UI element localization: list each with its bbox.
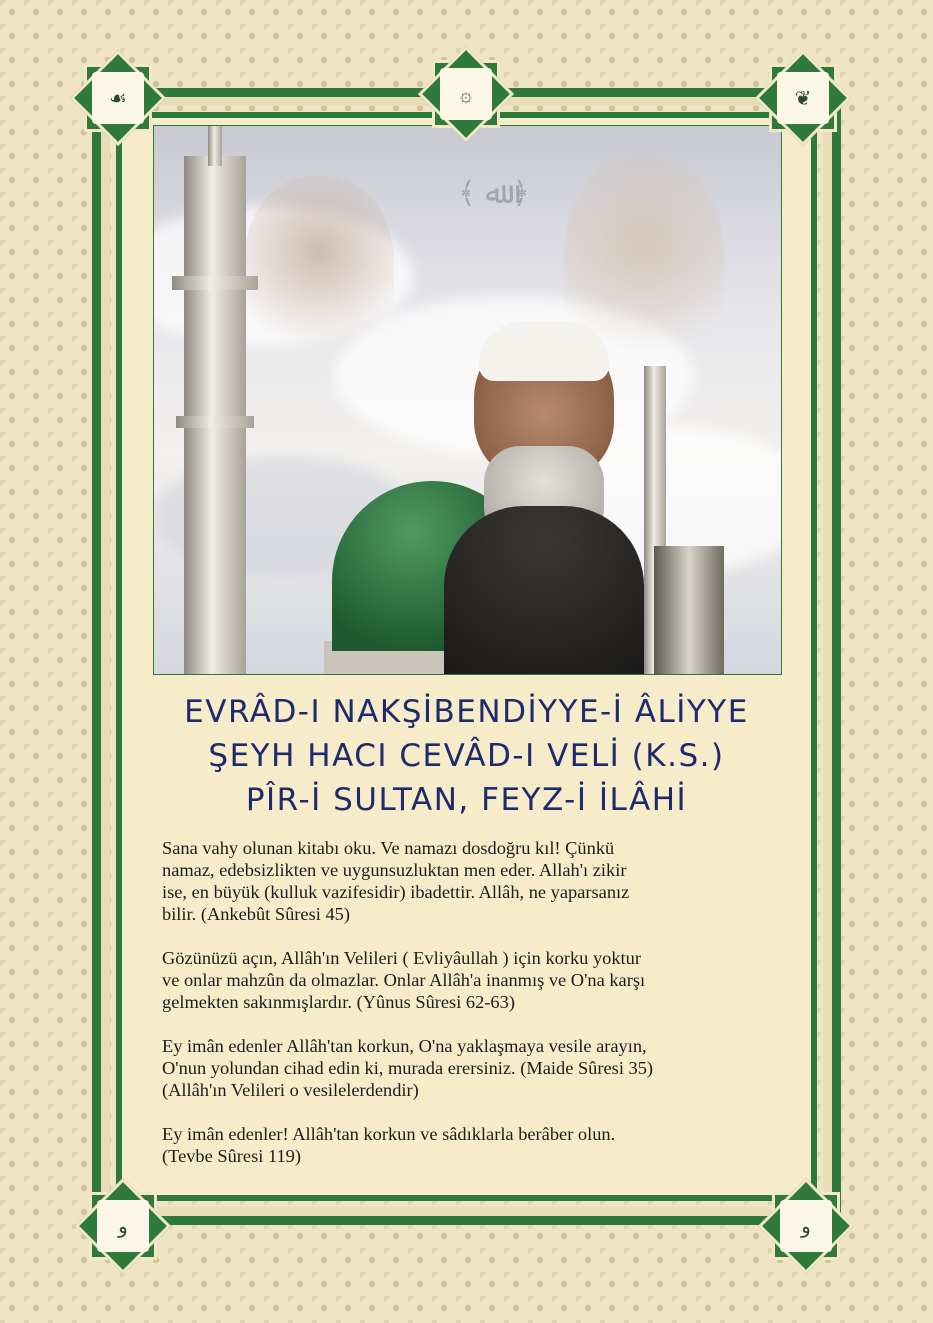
- portrait-left-faded: [244, 176, 394, 366]
- title-line-2: ŞEYH HACI CEVÂD-I VELİ (K.S.): [208, 738, 725, 774]
- tughra-medallion-icon: ❦: [755, 50, 851, 146]
- text-line: Ey imân edenler! Allâh'tan korkun ve sâdıklarla berâber olun.: [162, 1124, 616, 1144]
- portrait-medallion-icon: ☙: [70, 50, 166, 146]
- text-line: Gözünüzü açın, Allâh'ın Velileri ( Evliyâullah ) için korku yoktur: [162, 948, 641, 968]
- lantern: [654, 546, 724, 675]
- waw-medallion-icon: و: [75, 1178, 171, 1274]
- text-line: Ey imân edenler Allâh'tan korkun, O'na yaklaşmaya vesile arayın,: [162, 1036, 647, 1056]
- text-line: (Tevbe Sûresi 119): [162, 1146, 301, 1166]
- turban: [479, 321, 609, 381]
- text-line: ise, en büyük (kulluk vazifesidir) ibadettir. Allâh, ne yaparsanız: [162, 882, 630, 902]
- verse-paragraph-3: [162, 1035, 772, 1101]
- verse-paragraph-2: [162, 947, 772, 1013]
- hero-image: [153, 125, 782, 675]
- verse-paragraph-1: [162, 837, 772, 925]
- verse-text: [162, 837, 772, 1189]
- text-line: gelmekten sakınmışlardır. (Yûnus Sûresi 62-63): [162, 992, 515, 1012]
- text-line: (Allâh'ın Velileri o vesilelerdendir): [162, 1080, 419, 1100]
- calligraphy-medallion-icon: ۞: [418, 46, 514, 142]
- left-minaret-spire: [208, 126, 222, 166]
- text-line: O'nun yolundan cihad edin ki, murada erersiniz. (Maide Sûresi 35): [162, 1058, 654, 1078]
- text-line: Sana vahy olunan kitabı oku. Ve namazı dosdoğru kıl! Çünkü: [162, 838, 615, 858]
- cloak: [444, 506, 644, 675]
- text-line: namaz, edebsizlikten ve uygunsuzluktan men eder. Allah'ı zikir: [162, 860, 627, 880]
- title-line-3: PÎR-İ SULTAN, FEYZ-İ İLÂHİ: [245, 782, 688, 818]
- verse-paragraph-4: [162, 1123, 772, 1167]
- text-line: bilir. (Ankebût Sûresi 45): [162, 904, 350, 924]
- shahada-calligraphy: ﴾ ﷲ ﴿: [458, 176, 530, 211]
- title-block: [153, 690, 780, 822]
- left-minaret-balcony-2: [176, 416, 254, 428]
- waw-medallion-icon: و: [758, 1178, 854, 1274]
- title-line-1: EVRÂD-I NAKŞİBENDİYYE-İ ÂLİYYE: [184, 694, 749, 730]
- text-line: ve onlar mahzûn da olmazlar. Onlar Allâh'a inanmış ve O'na karşı: [162, 970, 646, 990]
